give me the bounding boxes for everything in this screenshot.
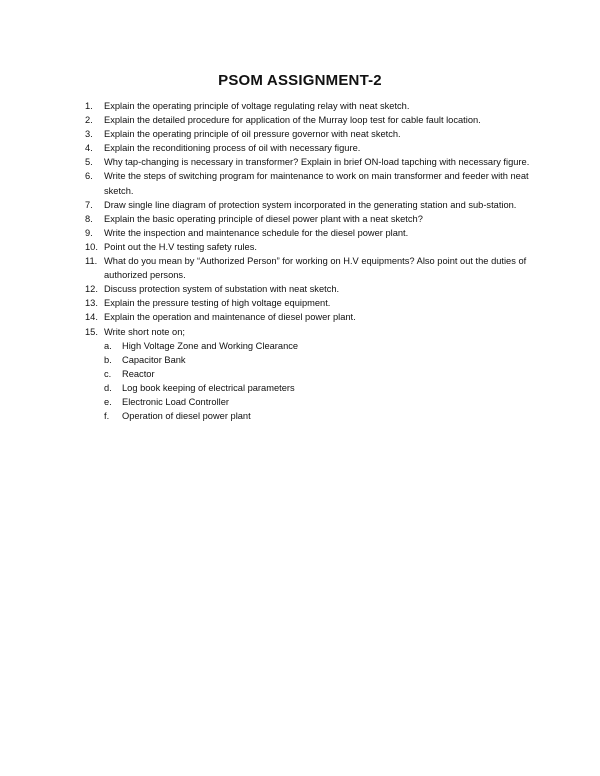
sub-item-letter: d. — [104, 382, 112, 393]
sub-item — [104, 339, 535, 353]
sub-item — [104, 353, 535, 367]
question-item — [85, 113, 535, 127]
question-item — [85, 310, 535, 324]
question-number: 13. — [85, 298, 98, 309]
question-number: 9. — [85, 227, 93, 238]
sub-item-text: Electronic Load Controller — [122, 396, 229, 407]
question-text: Explain the detailed procedure for application of the Murray loop test for cable fault location. — [104, 115, 481, 126]
sub-item — [104, 367, 535, 381]
question-number: 15. — [85, 326, 98, 337]
question-text: Explain the reconditioning process of oil with necessary figure. — [104, 143, 361, 154]
question-number: 12. — [85, 284, 98, 295]
question-text: Explain the operating principle of voltage regulating relay with neat sketch. — [104, 101, 410, 111]
question-text: Point out the H.V testing safety rules. — [104, 241, 257, 252]
question-text: Write the steps of switching program for maintenance to work on main transformer and feeder with neat sketch. — [104, 171, 529, 196]
question-item — [85, 296, 535, 310]
question-text: What do you mean by “Authorized Person” for working on H.V equipments? Also point out the duties of authorized persons. — [104, 256, 527, 281]
question-number: 5. — [85, 157, 93, 168]
question-number: 11. — [85, 256, 98, 267]
sub-item-text: High Voltage Zone and Working Clearance — [122, 340, 299, 351]
question-item — [85, 226, 535, 240]
page-title: PSOM ASSIGNMENT-2 — [218, 72, 382, 89]
question-text: Explain the basic operating principle of diesel power plant with a neat sketch? — [104, 213, 423, 224]
question-text: Why tap-changing is necessary in transformer? Explain in brief ON-load tapching with necessary figure. — [104, 157, 530, 168]
sub-item — [104, 395, 535, 409]
sub-item-letter: b. — [104, 354, 112, 365]
question-item — [85, 141, 535, 155]
question-number: 6. — [85, 171, 93, 182]
question-number: 7. — [85, 199, 93, 210]
sub-item-text: Capacitor Bank — [122, 354, 186, 365]
question-number: 14. — [85, 312, 98, 323]
question-text: Write short note on; — [104, 326, 185, 337]
sub-item-text: Operation of diesel power plant — [122, 411, 251, 422]
question-item — [85, 198, 535, 212]
question-number: 8. — [85, 213, 93, 224]
question-item — [85, 254, 535, 282]
question-item — [85, 169, 535, 197]
question-item — [85, 240, 535, 254]
question-text: Write the inspection and maintenance schedule for the diesel power plant. — [104, 227, 409, 238]
question-item — [85, 282, 535, 296]
question-text: Draw single line diagram of protection system incorporated in the generating station and sub-station. — [104, 199, 517, 210]
question-item — [85, 212, 535, 226]
sub-item — [104, 409, 535, 423]
question-item — [85, 99, 535, 113]
question-number: 1. — [85, 101, 93, 111]
question-text: Explain the operating principle of oil pressure governor with neat sketch. — [104, 129, 401, 140]
question-text: Explain the operation and maintenance of diesel power plant. — [104, 312, 356, 323]
question-number: 10. — [85, 241, 98, 252]
sub-item-letter: a. — [104, 340, 112, 351]
question-item — [85, 127, 535, 141]
question-number: 4. — [85, 143, 93, 154]
question-text: Explain the pressure testing of high voltage equipment. — [104, 298, 331, 309]
sub-item-letter: f. — [104, 411, 110, 422]
question-text: Discuss protection system of substation with neat sketch. — [104, 284, 340, 295]
sub-item-text: Log book keeping of electrical parameters — [122, 382, 295, 393]
question-number: 3. — [85, 129, 93, 140]
question-item — [85, 155, 535, 169]
question-number: 2. — [85, 115, 93, 126]
question-list — [85, 99, 535, 423]
sub-item-text: Reactor — [122, 368, 155, 379]
short-note-sublist — [104, 339, 535, 424]
sub-item-letter: c. — [104, 368, 112, 379]
sub-item — [104, 381, 535, 395]
question-item — [85, 325, 535, 424]
sub-item-letter: e. — [104, 396, 112, 407]
